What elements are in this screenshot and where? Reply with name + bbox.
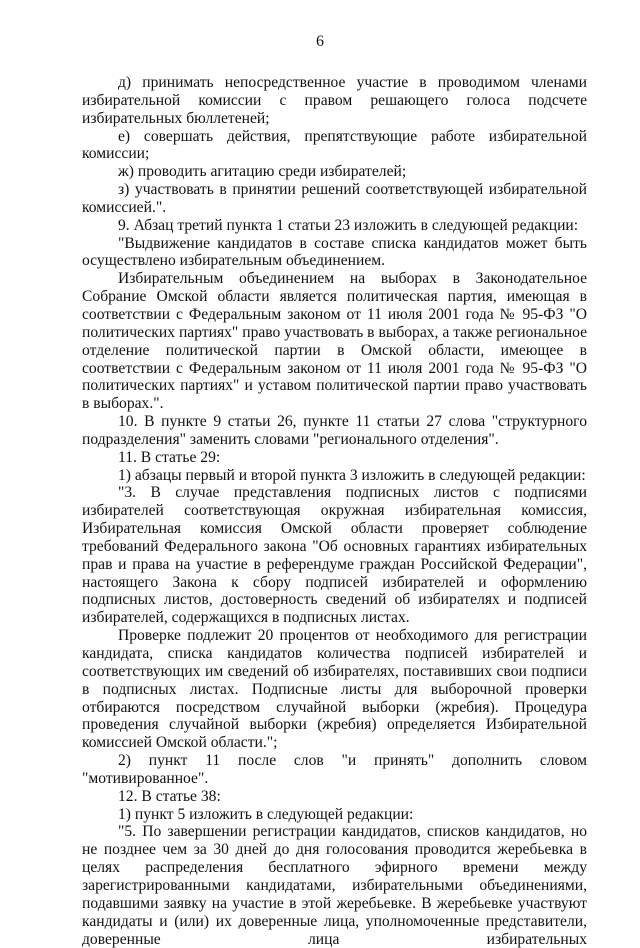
paragraph-quote-nomination: "Выдвижение кандидатов в составе списка кандидатов может быть осуществлено избирательным объединением. — [82, 234, 587, 270]
paragraph-point-9: 9. Абзац третий пункта 1 статьи 23 изложить в следующей редакции: — [118, 216, 579, 234]
paragraph-subpoint-2-art29: 2) пункт 11 после слов "и принять" дополнить словом "мотивированное". — [82, 752, 587, 787]
paragraph-subpoint-1-art29: 1) абзацы первый и второй пункта 3 изложить в следующей редакции: — [118, 466, 586, 484]
paragraph-point-12: 12. В статье 38: — [118, 787, 221, 805]
paragraph-point-11: 11. В статье 29: — [118, 448, 221, 466]
paragraph-quote-signature-lists: "3. В случае представления подписных листов с подписями избирателей соответствующая окружная избирательная комиссия, Избирательная комиссия Омской области проверяет соблюдение требований Федерального закона "Об основных гарантиях избирательных прав и права на участие в референдуме граждан Российской Федерации", настоящего Закона к сбору подписей избирателей и оформлению подписных листов, достоверность сведений об избирателях и подписей избирателей, содержащихся в подписных листах. — [82, 484, 587, 627]
paragraph-item-z: з) участвовать в принятии решений соответствующей избирательной комиссией.". — [82, 181, 587, 216]
paragraph-item-zh: ж) проводить агитацию среди избирателей; — [118, 163, 407, 181]
paragraph-item-d: д) принимать непосредственное участие в проводимом членами избирательной комиссии с правом решающего голоса подсчете избирательных бюллетеней; — [82, 74, 587, 127]
paragraph-quote-lottery: "5. По завершении регистрации кандидатов, списков кандидатов, но не позднее чем за 30 дней до дня голосования проводится жеребьевка в целях распределения бесплатного эфирного времени между зарегистрированными кандидатами, избирательными объединениями, подавшими заявку на участие в этой жеребьевке. В жеребьевке участвуют кандидаты и (или) их доверенные лица, уполномоченные представители, доверенные лица избирательных — [82, 823, 587, 948]
paragraph-point-10: 10. В пункте 9 статьи 26, пункте 11 статьи 27 слова "структурного подразделения" заменить словами "регионального отделения". — [82, 413, 587, 448]
paragraph-electoral-association: Избирательным объединением на выборах в Законодательное Собрание Омской области является политическая партия, имеющая в соответствии с Федеральным законом от 11 июля 2001 года № 95-ФЗ "О политических партиях" право участвовать в выборах, а также региональное отделение политической партии в Омской области, имеющее в соответствии с Федеральным законом от 11 июля 2001 года № 95-ФЗ "О политических партиях" и уставом политической партии право участвовать в выборах.". — [82, 270, 587, 413]
paragraph-verification: Проверке подлежит 20 процентов от необходимого для регистрации кандидата, списка кандидатов количества подписей избирателей и соответствующих им сведений об избирателях, поставивших свои подписи в подписных листах. Подписные листы для выборочной проверки отбираются посредством случайной выборки (жребия). Процедура проведения случайной выборки (жребия) определяется Избирательной комиссией Омской области."; — [82, 627, 587, 752]
paragraph-subpoint-1-art38: 1) пункт 5 изложить в следующей редакции: — [118, 805, 414, 823]
page-number: 6 — [316, 33, 324, 50]
paragraph-item-e: е) совершать действия, препятствующие работе избирательной комиссии; — [82, 127, 587, 163]
document-body — [82, 74, 587, 948]
